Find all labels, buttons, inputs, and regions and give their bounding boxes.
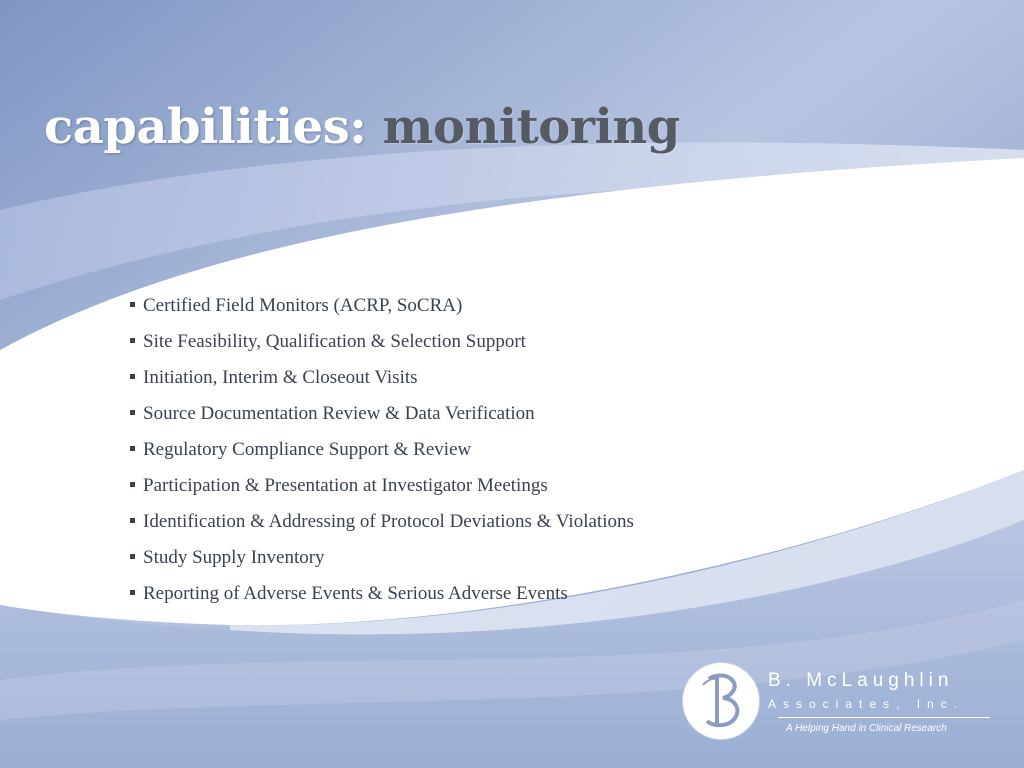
logo-tagline: A Helping Hand in Clinical Research <box>786 723 947 734</box>
list-item-text: Identification & Addressing of Protocol Deviations & Violations <box>143 511 634 532</box>
list-item-text: Initiation, Interim & Closeout Visits <box>143 367 418 388</box>
list-item-text: Reporting of Adverse Events & Serious Adverse Events <box>143 583 568 604</box>
list-item <box>130 362 634 398</box>
list-item <box>130 398 634 434</box>
capabilities-list <box>130 290 634 614</box>
square-bullet-icon <box>130 446 135 451</box>
list-item <box>130 542 634 578</box>
list-item-text: Study Supply Inventory <box>143 547 325 568</box>
list-item <box>130 326 634 362</box>
square-bullet-icon <box>130 482 135 487</box>
list-item <box>130 470 634 506</box>
list-item <box>130 434 634 470</box>
list-item-text: Source Documentation Review & Data Verification <box>143 403 535 424</box>
list-item-text: Certified Field Monitors (ACRP, SoCRA) <box>143 295 463 316</box>
square-bullet-icon <box>130 518 135 523</box>
list-item-text: Participation & Presentation at Investigator Meetings <box>143 475 548 496</box>
square-bullet-icon <box>130 374 135 379</box>
square-bullet-icon <box>130 410 135 415</box>
list-item-text: Regulatory Compliance Support & Review <box>143 439 472 460</box>
title-part-monitoring: monitoring <box>382 99 680 155</box>
logo-company-suffix: Associates, Inc. <box>768 697 965 711</box>
square-bullet-icon <box>130 302 135 307</box>
list-item-text: Site Feasibility, Qualification & Selection Support <box>143 331 526 352</box>
square-bullet-icon <box>130 554 135 559</box>
list-item <box>130 290 634 326</box>
square-bullet-icon <box>130 590 135 595</box>
logo-company-name: B. McLaughlin <box>768 670 954 691</box>
title-part-capabilities: capabilities: <box>44 99 367 155</box>
b-monogram-logo-icon <box>682 662 760 740</box>
company-logo <box>682 660 1002 744</box>
square-bullet-icon <box>130 338 135 343</box>
list-item <box>130 578 634 614</box>
logo-divider <box>778 717 990 718</box>
slide-title <box>44 92 680 162</box>
list-item <box>130 506 634 542</box>
